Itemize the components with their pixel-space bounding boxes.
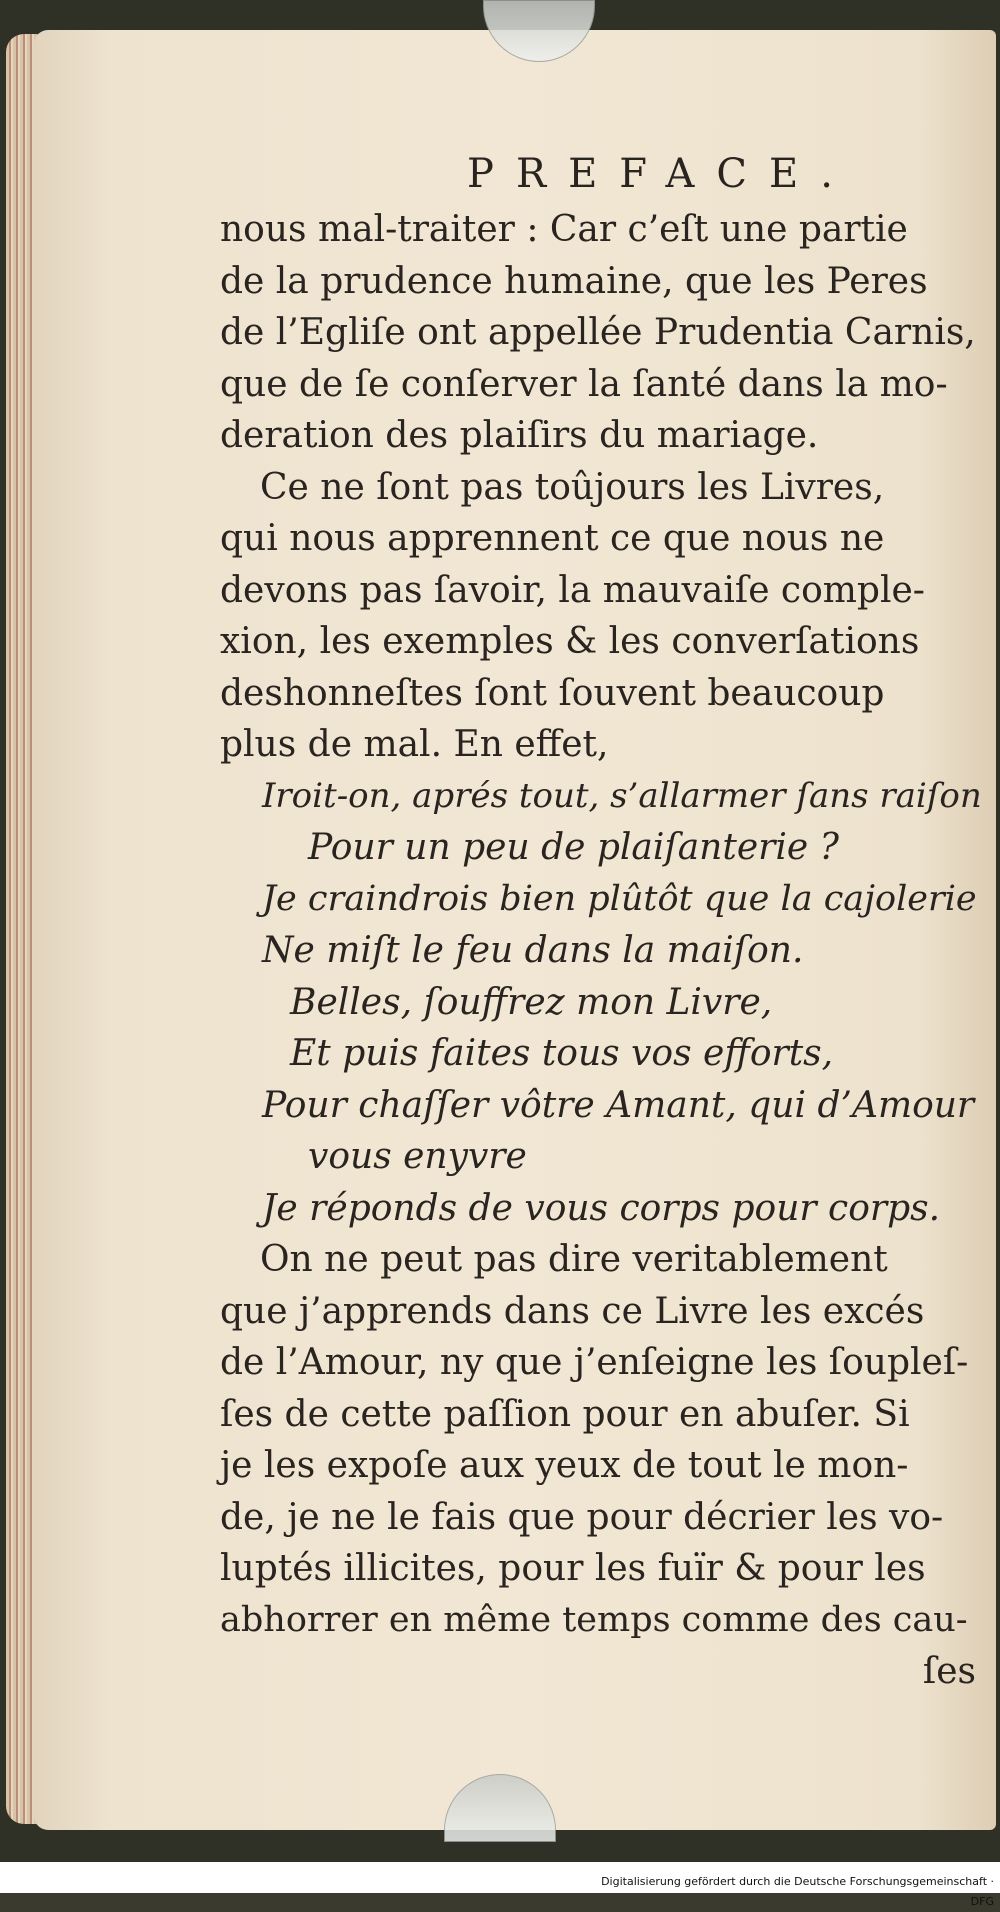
text-line: xion, les exemples & les converſations bbox=[220, 621, 920, 662]
verse-line: Je réponds de vous corps pour corps. bbox=[262, 1187, 941, 1229]
verse-line: Belles, ſouffrez mon Livre, bbox=[290, 981, 773, 1023]
text-line: nous mal-traiter : Car c’eſt une partie bbox=[220, 209, 908, 250]
text-line: qui nous apprennent ce que nous ne bbox=[220, 518, 885, 559]
verse-line: Je craindrois bien plûtôt que la cajolerie bbox=[262, 878, 977, 919]
text-line: devons pas ſavoir, la mauvaiſe comple- bbox=[220, 569, 925, 611]
prose-bottom bbox=[220, 1234, 982, 1646]
verse-line: Iroit-on, aprés tout, s’allarmer ſans raiſon bbox=[262, 775, 982, 816]
prose-top bbox=[220, 204, 982, 771]
text-line: de l’Egliſe ont appellée Prudentia Carnis, bbox=[220, 312, 976, 353]
page-text bbox=[220, 150, 982, 1698]
verse-line: vous enyvre bbox=[308, 1136, 527, 1177]
text-line: Ce ne ſont pas toûjours les Livres, bbox=[260, 466, 885, 508]
verse-block bbox=[220, 771, 982, 1235]
verse-line: Pour un peu de plaiſanterie ? bbox=[308, 827, 839, 868]
catchword: ſes bbox=[922, 1651, 976, 1692]
verse-line: Et puis faites tous vos efforts, bbox=[290, 1033, 834, 1074]
verse-line: Ne miſt le feu dans la maiſon. bbox=[262, 930, 804, 971]
text-line: que de ſe conſerver la ſanté dans la mo- bbox=[220, 363, 948, 405]
text-line: luptés illicites, pour les fuïr & pour les bbox=[220, 1548, 926, 1589]
text-line: abhorrer en même temps comme des cau- bbox=[220, 1599, 968, 1640]
running-header: PREFACE. bbox=[467, 151, 855, 197]
text-line: deration des plaiſirs du mariage. bbox=[220, 415, 819, 456]
text-line: je les expoſe aux yeux de tout le mon- bbox=[220, 1445, 909, 1486]
text-line: de l’Amour, ny que j’enſeigne les ſoupleſ- bbox=[220, 1342, 969, 1383]
text-line: deshonneſtes ſont ſouvent beaucoup bbox=[220, 672, 885, 714]
text-line: de la prudence humaine, que les Peres bbox=[220, 260, 928, 302]
text-line: On ne peut pas dire veritablement bbox=[260, 1239, 888, 1280]
verse-line: Pour chaſſer vôtre Amant, qui d’Amour bbox=[262, 1084, 975, 1126]
digitization-credit: Digitalisierung gefördert durch die Deutsche Forschungsgemeinschaft · DFG bbox=[600, 1872, 998, 1892]
text-line: plus de mal. En effet, bbox=[220, 724, 609, 765]
text-line: de, je ne le fais que pour décrier les vo- bbox=[220, 1496, 944, 1538]
text-line: que j’apprends dans ce Livre les excés bbox=[220, 1290, 925, 1332]
text-line: ſes de cette paſſion pour en abuſer. Si bbox=[220, 1393, 910, 1435]
